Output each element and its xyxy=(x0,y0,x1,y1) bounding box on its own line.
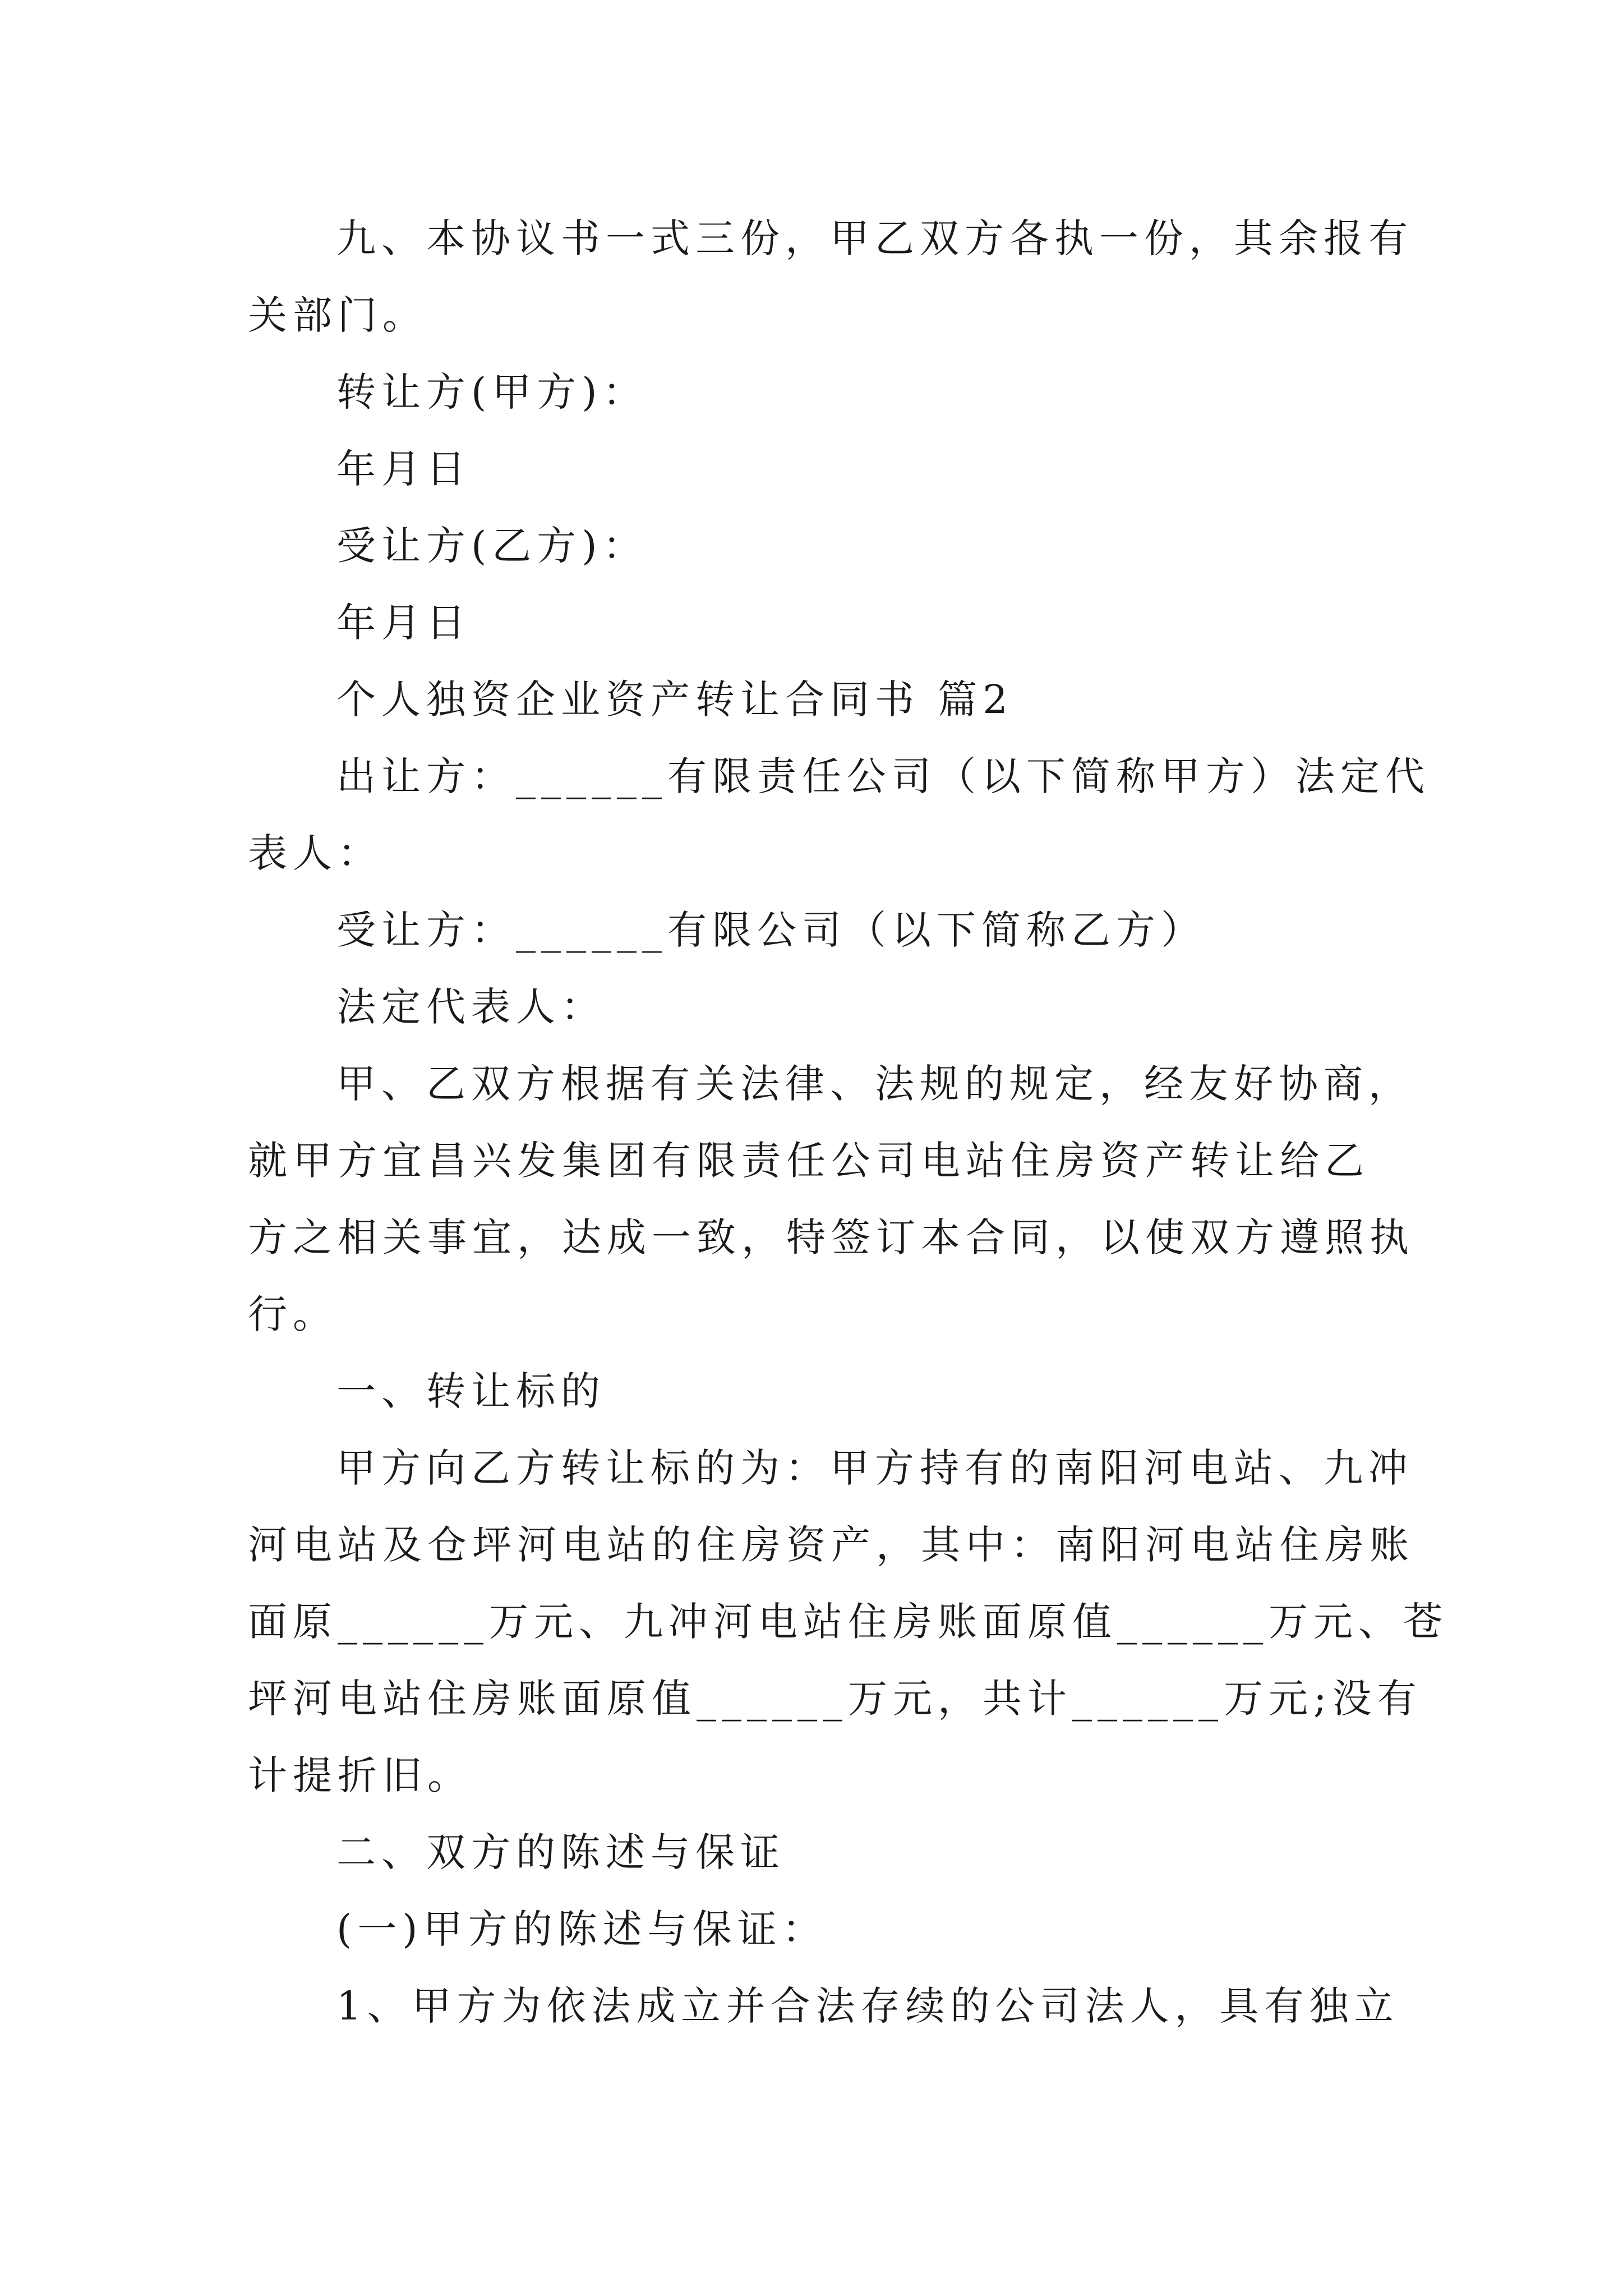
section-title: 个人独资企业资产转让合同书 篇2 xyxy=(336,677,1013,723)
paragraph-line: 关部门。 xyxy=(248,292,427,338)
paragraph-line: 表人： xyxy=(248,830,382,876)
signature-label: 受让方(乙方)： xyxy=(336,523,648,569)
paragraph-line: 计提折旧。 xyxy=(248,1752,472,1798)
paragraph-line: 河电站及仓坪河电站的住房资产，其中：南阳河电站住房账 xyxy=(248,1522,1414,1568)
section-heading: 二、双方的陈述与保证 xyxy=(336,1829,785,1875)
paragraph-line: 就甲方宜昌兴发集团有限责任公司电站住房资产转让给乙 xyxy=(248,1138,1370,1184)
paragraph-line: 坪河电站住房账面原值______万元，共计______万元;没有 xyxy=(248,1676,1422,1722)
section-heading: 一、转让标的 xyxy=(336,1368,606,1414)
paragraph-line: 甲方向乙方转让标的为：甲方持有的南阳河电站、九冲 xyxy=(336,1445,1413,1491)
date-label: 年月日 xyxy=(336,446,471,492)
paragraph-line: 出让方：______有限责任公司（以下简称甲方）法定代 xyxy=(336,753,1430,799)
paragraph-line: 方之相关事宜，达成一致，特签订本合同，以使双方遵照执 xyxy=(248,1214,1414,1260)
paragraph-line: 行。 xyxy=(248,1291,338,1337)
paragraph-line: 1、甲方为依法成立并合法存续的公司法人，具有独立 xyxy=(336,1983,1399,2029)
paragraph-line: 面原______万元、九冲河电站住房账面原值______万元、苍 xyxy=(248,1599,1448,1645)
subsection-heading: (一)甲方的陈述与保证： xyxy=(336,1906,827,1952)
signature-label: 转让方(甲方)： xyxy=(336,369,648,415)
date-label: 年月日 xyxy=(336,600,471,646)
paragraph-line: 法定代表人： xyxy=(336,984,606,1030)
paragraph-line: 甲、乙双方根据有关法律、法规的规定，经友好协商， xyxy=(336,1061,1413,1107)
paragraph-line: 九、本协议书一式三份，甲乙双方各执一份，其余报有 xyxy=(336,215,1413,261)
paragraph-line: 受让方：______有限公司（以下简称乙方） xyxy=(336,907,1206,953)
